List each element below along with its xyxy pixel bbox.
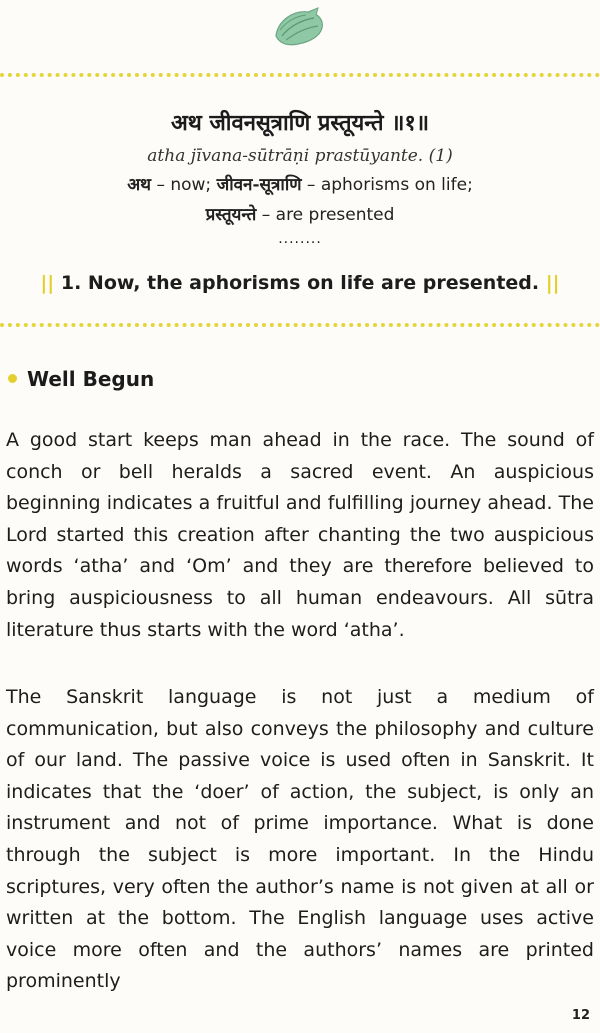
sutra-translation: [0, 266, 600, 300]
body-paragraph-2: The Sanskrit language is not just a medium of communication, but also conveys the philosophy and culture of our land. The passive voice is used often in Sanskrit. It indicates that the ‘doer’ of action, the subject, is only an instrument and not of prime importance. What is done through the subject is more important. In the Hindu scriptures, very often the author’s name is not given at all or written at the bottom. The English language uses active voice more often and the authors’ names are printed prominently: [6, 686, 594, 993]
page-number: 12: [571, 1008, 590, 1023]
gloss-word: प्रस्तूयन्ते: [205, 205, 257, 225]
verse-ellipsis: ........: [278, 231, 322, 247]
sutra-bars-right: ||: [545, 272, 560, 294]
conch-shell-icon: [268, 6, 328, 50]
verse-block: [0, 108, 600, 246]
gloss-line-2: [0, 200, 600, 230]
middle-dotted-divider: [0, 323, 600, 327]
body-paragraph-1: A good start keeps man ahead in the race. The sound of conch or bell heralds a sacred event. An auspicious beginning indicates a fruitful and fulfilling journey ahead. The Lord started this creation after chanting the two auspicious words ‘atha’ and ‘Om’ and they are therefore believed to bring auspiciousness to all human endeavours. All sūtra literature thus starts with the word ‘atha’.: [6, 429, 594, 641]
section-title-text: Well Begun: [27, 367, 155, 391]
gloss-meaning: – aphorisms on life;: [301, 175, 473, 195]
gloss-meaning: – are presented: [256, 205, 395, 225]
gloss-line-1: [0, 170, 600, 200]
top-dotted-divider: [0, 73, 600, 77]
sutra-text: 1. Now, the aphorisms on life are presented.: [54, 272, 546, 294]
gloss-meaning: – now;: [151, 175, 217, 195]
gloss-word: जीवन-सूत्राणि: [216, 175, 302, 195]
verse-sanskrit: अथ जीवनसूत्राणि प्रस्तूयन्ते ॥१॥: [170, 110, 430, 136]
verse-transliteration: atha jīvana-sūtrāṇi prastūyante. (1): [147, 146, 453, 166]
section-heading: [8, 364, 154, 394]
sutra-bars-left: ||: [40, 272, 55, 294]
bullet-icon: [8, 374, 17, 383]
gloss-word: अथ: [127, 175, 152, 195]
